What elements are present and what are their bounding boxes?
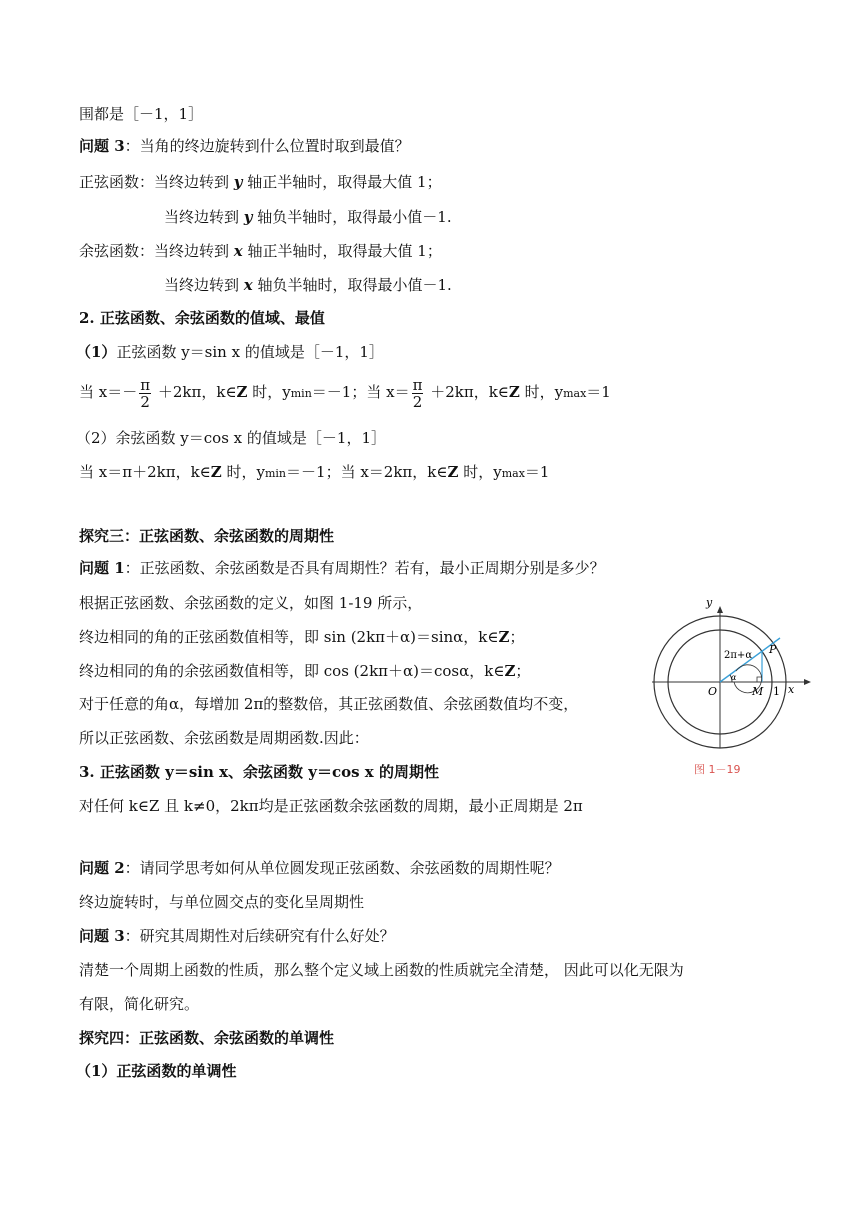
text-line: 对任何 k∈Z 且 k≠0，2kπ均是正弦函数余弦函数的周期，最小正周期是 2π xyxy=(79,797,583,815)
origin-label: O xyxy=(708,685,718,698)
fraction-pi-over-2: $\frac{\pi}{2}$ xyxy=(412,375,423,411)
text-line: 对于任意的角α，每增加 2π的整数倍，其正弦函数值、余弦函数值均不变， xyxy=(79,695,579,713)
fraction-pi-over-2: $\frac{\pi}{2}$ xyxy=(140,375,151,411)
x-axis-arrow-icon xyxy=(804,679,811,685)
text-line: 围都是［－1，1］ xyxy=(79,105,204,123)
cosine-extrema-formula: 当 x＝π＋2kπ，k∈Z 时，ymin＝－1；当 x＝2kπ，k∈Z 时，ymax＝1 xyxy=(79,463,550,481)
sine-range-line: （1）正弦函数 y＝sin x 的值域是［－1，1］ xyxy=(76,343,384,361)
unit-circle-figure xyxy=(648,598,818,783)
text-line: 终边相同的角的正弦函数值相等，即 sin (2kπ＋α)＝sinα，k∈Z； xyxy=(79,628,525,646)
x-axis-label: x xyxy=(788,683,795,696)
point-m-label: M xyxy=(752,685,764,698)
y-axis-arrow-icon xyxy=(717,606,723,613)
text-line: 终边旋转时，与单位圆交点的变化呈周期性 xyxy=(79,893,365,911)
question-3-line: 问题 3：研究其周期性对后续研究有什么好处？ xyxy=(79,927,395,945)
angle-2pi-alpha-label: 2π+α xyxy=(724,650,753,661)
sine-min-line: 当终边转到 y 轴负半轴时，取得最小值－1. xyxy=(164,208,452,226)
unit-one-label: 1 xyxy=(773,685,780,698)
sine-max-line: 正弦函数：当终边转到 y 轴正半轴时，取得最大值 1； xyxy=(79,173,442,191)
text-line: 所以正弦函数、余弦函数是周期函数.因此： xyxy=(79,729,369,747)
question-1-line: 问题 1：正弦函数、余弦函数是否具有周期性？若有，最小正周期分别是多少？ xyxy=(79,559,605,577)
text-line: 根据正弦函数、余弦函数的定义，如图 1-19 所示， xyxy=(79,594,423,612)
cosine-min-line: 当终边转到 x 轴负半轴时，取得最小值－1. xyxy=(164,276,452,294)
question-3-line: 问题 3：当角的终边旋转到什么位置时取到最值？ xyxy=(79,137,410,155)
alpha-label: α xyxy=(731,673,737,682)
section-heading-2: 2. 正弦函数、余弦函数的值域、最值 xyxy=(79,309,325,327)
text-line: 有限，简化研究。 xyxy=(79,995,200,1013)
cosine-max-line: 余弦函数：当终边转到 x 轴正半轴时，取得最大值 1； xyxy=(79,242,442,260)
question-2-line: 问题 2：请同学思考如何从单位圆发现正弦函数、余弦函数的周期性呢？ xyxy=(79,859,560,877)
figure-caption: 图 1－19 xyxy=(694,763,741,776)
y-axis-label: y xyxy=(706,598,713,609)
sine-extrema-formula: 当 x＝－ $\frac{\pi}{2}$ ＋2kπ，k∈Z 时，ymin＝－1；当 x＝ $\frac{\pi}{2}$ ＋2kπ，k∈Z 时，ymax＝1 xyxy=(79,375,611,411)
text-line: 清楚一个周期上函数的性质，那么整个定义域上函数的性质就完全清楚， 因此可以化无限为 xyxy=(79,961,684,979)
section-heading-5: 探究四：正弦函数、余弦函数的单调性 xyxy=(79,1029,335,1047)
subsection-heading: （1）正弦函数的单调性 xyxy=(76,1062,237,1080)
section-heading-3: 探究三：正弦函数、余弦函数的周期性 xyxy=(79,527,335,545)
text-line: 终边相同的角的余弦函数值相等，即 cos (2kπ＋α)＝cosα，k∈Z； xyxy=(79,662,531,680)
point-p-label: P xyxy=(769,643,777,656)
section-heading-4: 3. 正弦函数 y＝sin x、余弦函数 y＝cos x 的周期性 xyxy=(79,763,439,781)
cosine-range-line: （2）余弦函数 y＝cos x 的值域是［－1，1］ xyxy=(76,429,386,447)
